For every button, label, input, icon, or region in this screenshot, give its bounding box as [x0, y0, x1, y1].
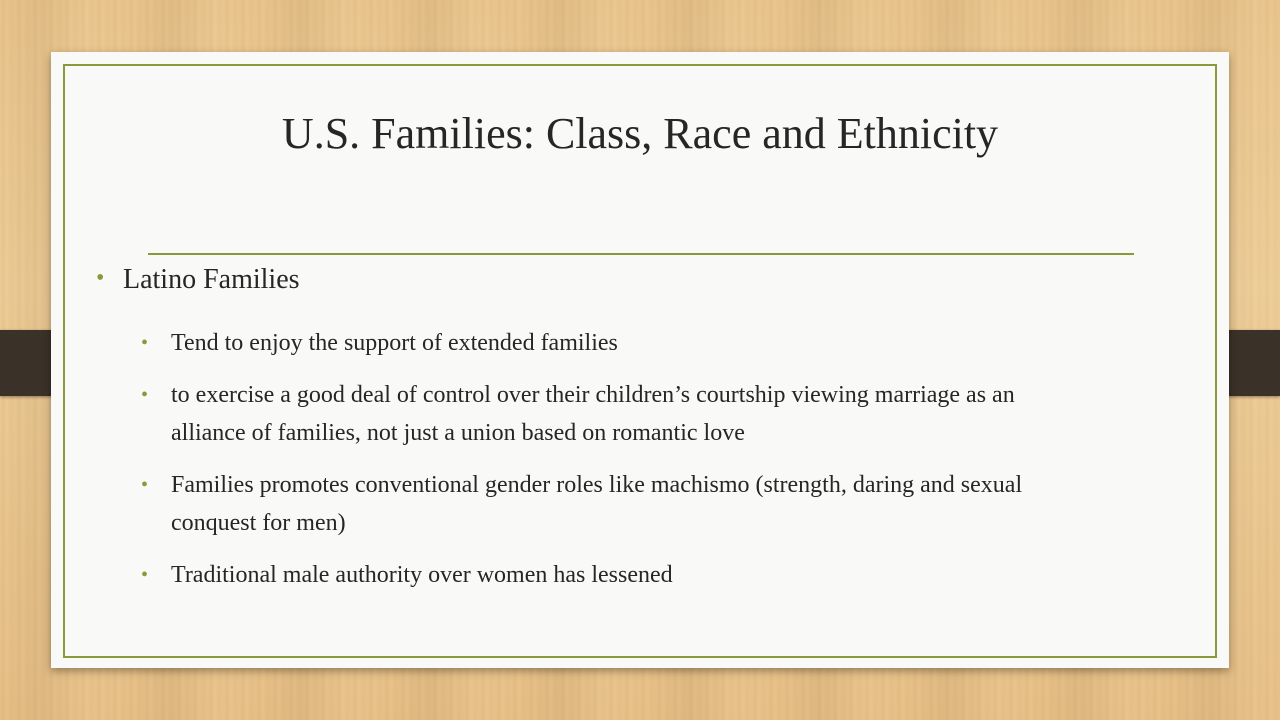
slide-card	[51, 52, 1229, 668]
list-item	[139, 556, 1089, 594]
sub-bullet-text: Families promotes conventional gender roles like machismo (strength, daring and sexual conquest for men)	[171, 472, 1023, 536]
list-item	[139, 376, 1089, 452]
sub-bullet-text: Tend to enjoy the support of extended families	[171, 330, 618, 356]
list-item	[139, 324, 1089, 362]
bullet-label: Latino Families	[123, 264, 300, 295]
bullet-dot-icon: •	[96, 265, 105, 291]
bullet-dot-icon: •	[141, 564, 149, 586]
sub-bullet-list	[139, 324, 1089, 608]
sub-bullet-text: to exercise a good deal of control over their children’s courtship viewing marriage as an alliance of families, not just a union based on romantic love	[171, 382, 1015, 446]
bullet-dot-icon: •	[141, 332, 149, 354]
list-item	[139, 466, 1089, 542]
title-divider	[148, 253, 1134, 255]
bullet-dot-icon: •	[141, 474, 149, 496]
sub-bullet-text: Traditional male authority over women has lessened	[171, 562, 673, 588]
slide-title: U.S. Families: Class, Race and Ethnicity	[281, 109, 999, 158]
bullet-dot-icon: •	[141, 384, 149, 406]
